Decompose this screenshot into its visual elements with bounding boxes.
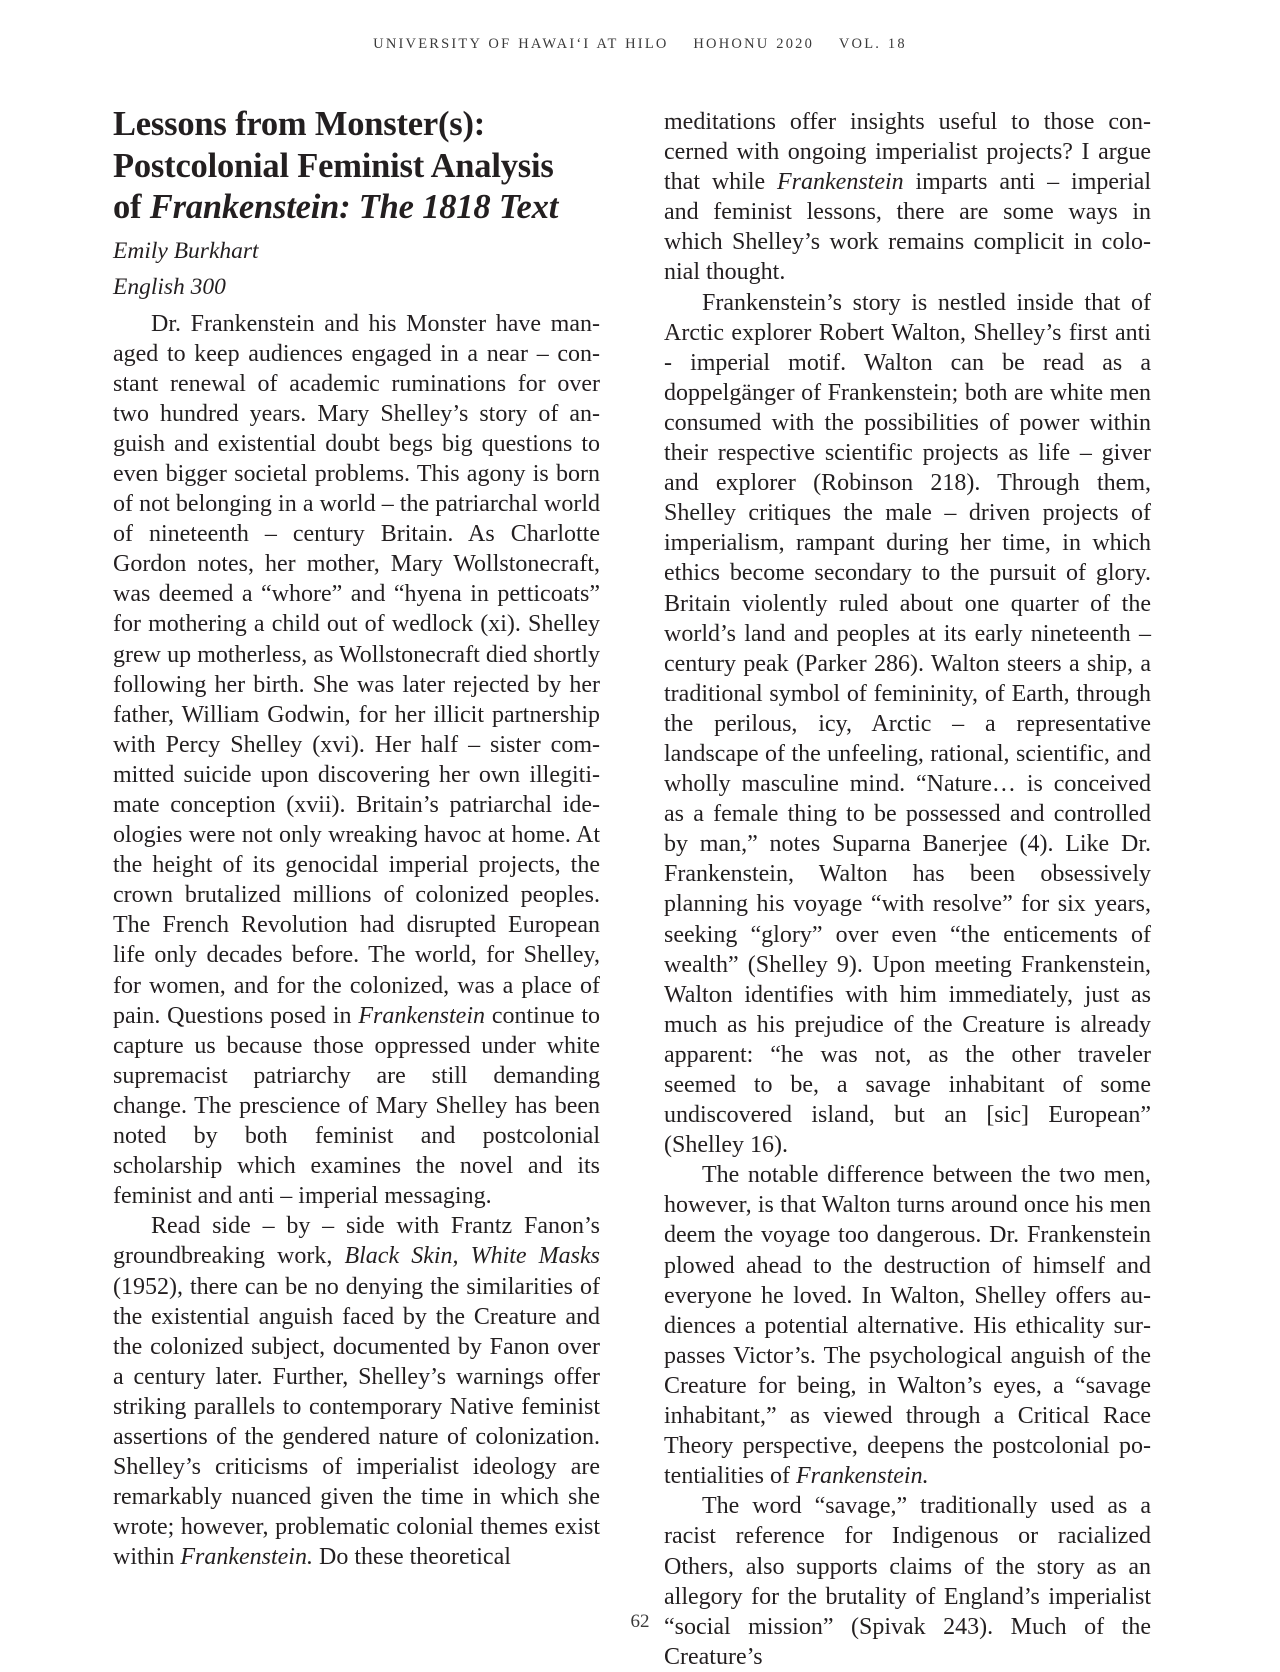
course-name: English 300 — [113, 273, 226, 300]
p1-text-b: continue to capture us because those oppressed under white supremacist patriarchy are still demanding change. The prescience of Mary Shelley has been noted by both feminist and postcolonial scholarship which examines the novel and its feminist and anti – imperial messaging. — [113, 1002, 600, 1210]
title-line-1: Lessons from Monster(s): — [113, 105, 486, 143]
paragraph-3 — [664, 107, 1151, 288]
p2-text-b: (1952), there can be no denying the similarities of the existential anguish faced by the Creature and the colonized subject, documented by Fanon over a century later. Further, Shelley’s warnings offer striking parallels to contemporary Native feminist assertions of the gendered nature of colonization. Shelley’s criticisms of imperialist ideology are remarkably nuanced given the time in which she wrote; however, problematic colonial themes exist within — [113, 1273, 600, 1571]
p1-italic: Frankenstein — [358, 1002, 485, 1029]
header-institution: UNIVERSITY OF HAWAIʻI AT HILO — [373, 36, 669, 52]
p3-text-a: meditations offer insights useful to those concerned with ongoing imperialist projects? I argue that while — [664, 109, 1151, 196]
p2-text-c: Do these theoretical — [312, 1544, 511, 1571]
p2-italic-2: Frankenstein. — [180, 1544, 313, 1571]
title-line-3-prefix: of — [113, 188, 150, 226]
p3-text-b: imparts anti – imperial and feminist lessons, there are some ways in which Shelley’s work remains complicit in colonial thought. — [664, 169, 1151, 286]
paragraph-1 — [113, 309, 600, 1212]
article-title — [113, 104, 600, 229]
right-column — [664, 107, 1151, 1672]
left-column — [113, 104, 600, 1572]
author-name: Emily Burkhart — [113, 237, 259, 264]
page-number: 62 — [630, 1611, 650, 1632]
header-volume: VOL. 18 — [838, 36, 907, 52]
title-line-2: Postcolonial Feminist Analysis — [113, 146, 554, 185]
title-line-3-italic: Frankenstein: The 1818 Text — [149, 188, 559, 226]
header-journal: HOHONU 2020 — [693, 36, 815, 52]
running-header — [0, 36, 1280, 53]
paragraph-2 — [113, 1211, 600, 1572]
p2-text-a: Read side – by – side with Frantz Fanon’s groundbreaking work, — [113, 1213, 600, 1270]
p3-italic: Frankenstein — [777, 169, 904, 196]
paragraph-4: Frankenstein’s story is nestled inside that of Arctic explorer Robert Walton, Shelley’s first anti - imperial motif. Walton can be read as a doppelgänger of Frankenstein; both are white men consumed with the possibilities of power within their respective scientific projects as life – giver and explorer (Robinson 218). Through them, Shelley critiques the male – driven projects of imperialism, rampant during her time, in which ethics become secondary to the pursuit of glory. Britain violently ruled about one quarter of the world’s land and peoples at its early nineteenth – century peak (Parker 286). Walton steers a ship, a traditional symbol of femininity, of Earth, through the perilous, icy, Arctic – a representative landscape of the unfeeling, rational, scientific, and wholly masculine mind. “Nature… is conceived as a female thing to be possessed and controlled by man,” notes Suparna Banerjee (4). Like Dr. Frankenstein, Walton has been obsessively planning his voyage “with resolve” for six years, seeking “glory” over even “the enticements of wealth” (Shelley 9). Upon meeting Frankenstein, Walton identifies with him immediately, just as much as his prejudice of the Creature is already apparent: “he was not, as the other traveler seemed to be, a savage inhabitant of some undiscovered island, but an [sic] European” (Shelley 16). — [664, 289, 1151, 1159]
paragraph-5 — [664, 1160, 1151, 1491]
paragraph-6: The word “savage,” traditionally used as a racist reference for Indigenous or racialized Others, also supports claims of the story as an allegory for the brutality of England’s imperialist “social mission” (Spivak 243). Much of the Creature’s — [664, 1493, 1151, 1670]
p2-italic-1: Black Skin, White Masks — [344, 1243, 600, 1270]
p1-text-a: Dr. Frankenstein and his Monster have managed to keep audiences engaged in a near – constant renewal of academic ruminations for over two hundred years. Mary Shelley’s story of anguish and existential doubt begs big questions to even bigger societal problems. This agony is born of not belonging in a world – the patriarchal world of nineteenth – century Britain. As Charlotte Gordon notes, her mother, Mary Wollstonecraft, was deemed a “whore” and “hyena in petticoats” for mothering a child out of wedlock (xi). Shelley grew up motherless, as Wollstonecraft died shortly following her birth. She was later rejected by her father, William Godwin, for her illicit partnership with Percy Shelley (xvi). Her half – sister committed suicide upon discovering her own illegitimate conception (xvii). Britain’s patriarchal ideologies were not only wreaking havoc at home. At the height of its genocidal imperial projects, the crown brutalized millions of colonized peoples. The French Revolution had disrupted European life only decades before. The world, for Shelley, for women, and for the colonized, was a place of pain. Questions posed in — [113, 310, 600, 1029]
p5-italic: Frankenstein. — [795, 1463, 929, 1490]
p5-text-a: The notable difference between the two men, however, is that Walton turns around once his men deem the voyage too dangerous. Dr. Frankenstein plowed ahead to the destruction of himself and everyone he loved. In Walton, Shelley offers audiences a potential alternative. His ethicality surpasses Victor’s. The psychological anguish of the Creature for being, in Walton’s eyes, a “savage inhabitant,” as viewed through a Critical Race Theory perspective, deepens the postcolonial potentialities of — [664, 1162, 1151, 1490]
